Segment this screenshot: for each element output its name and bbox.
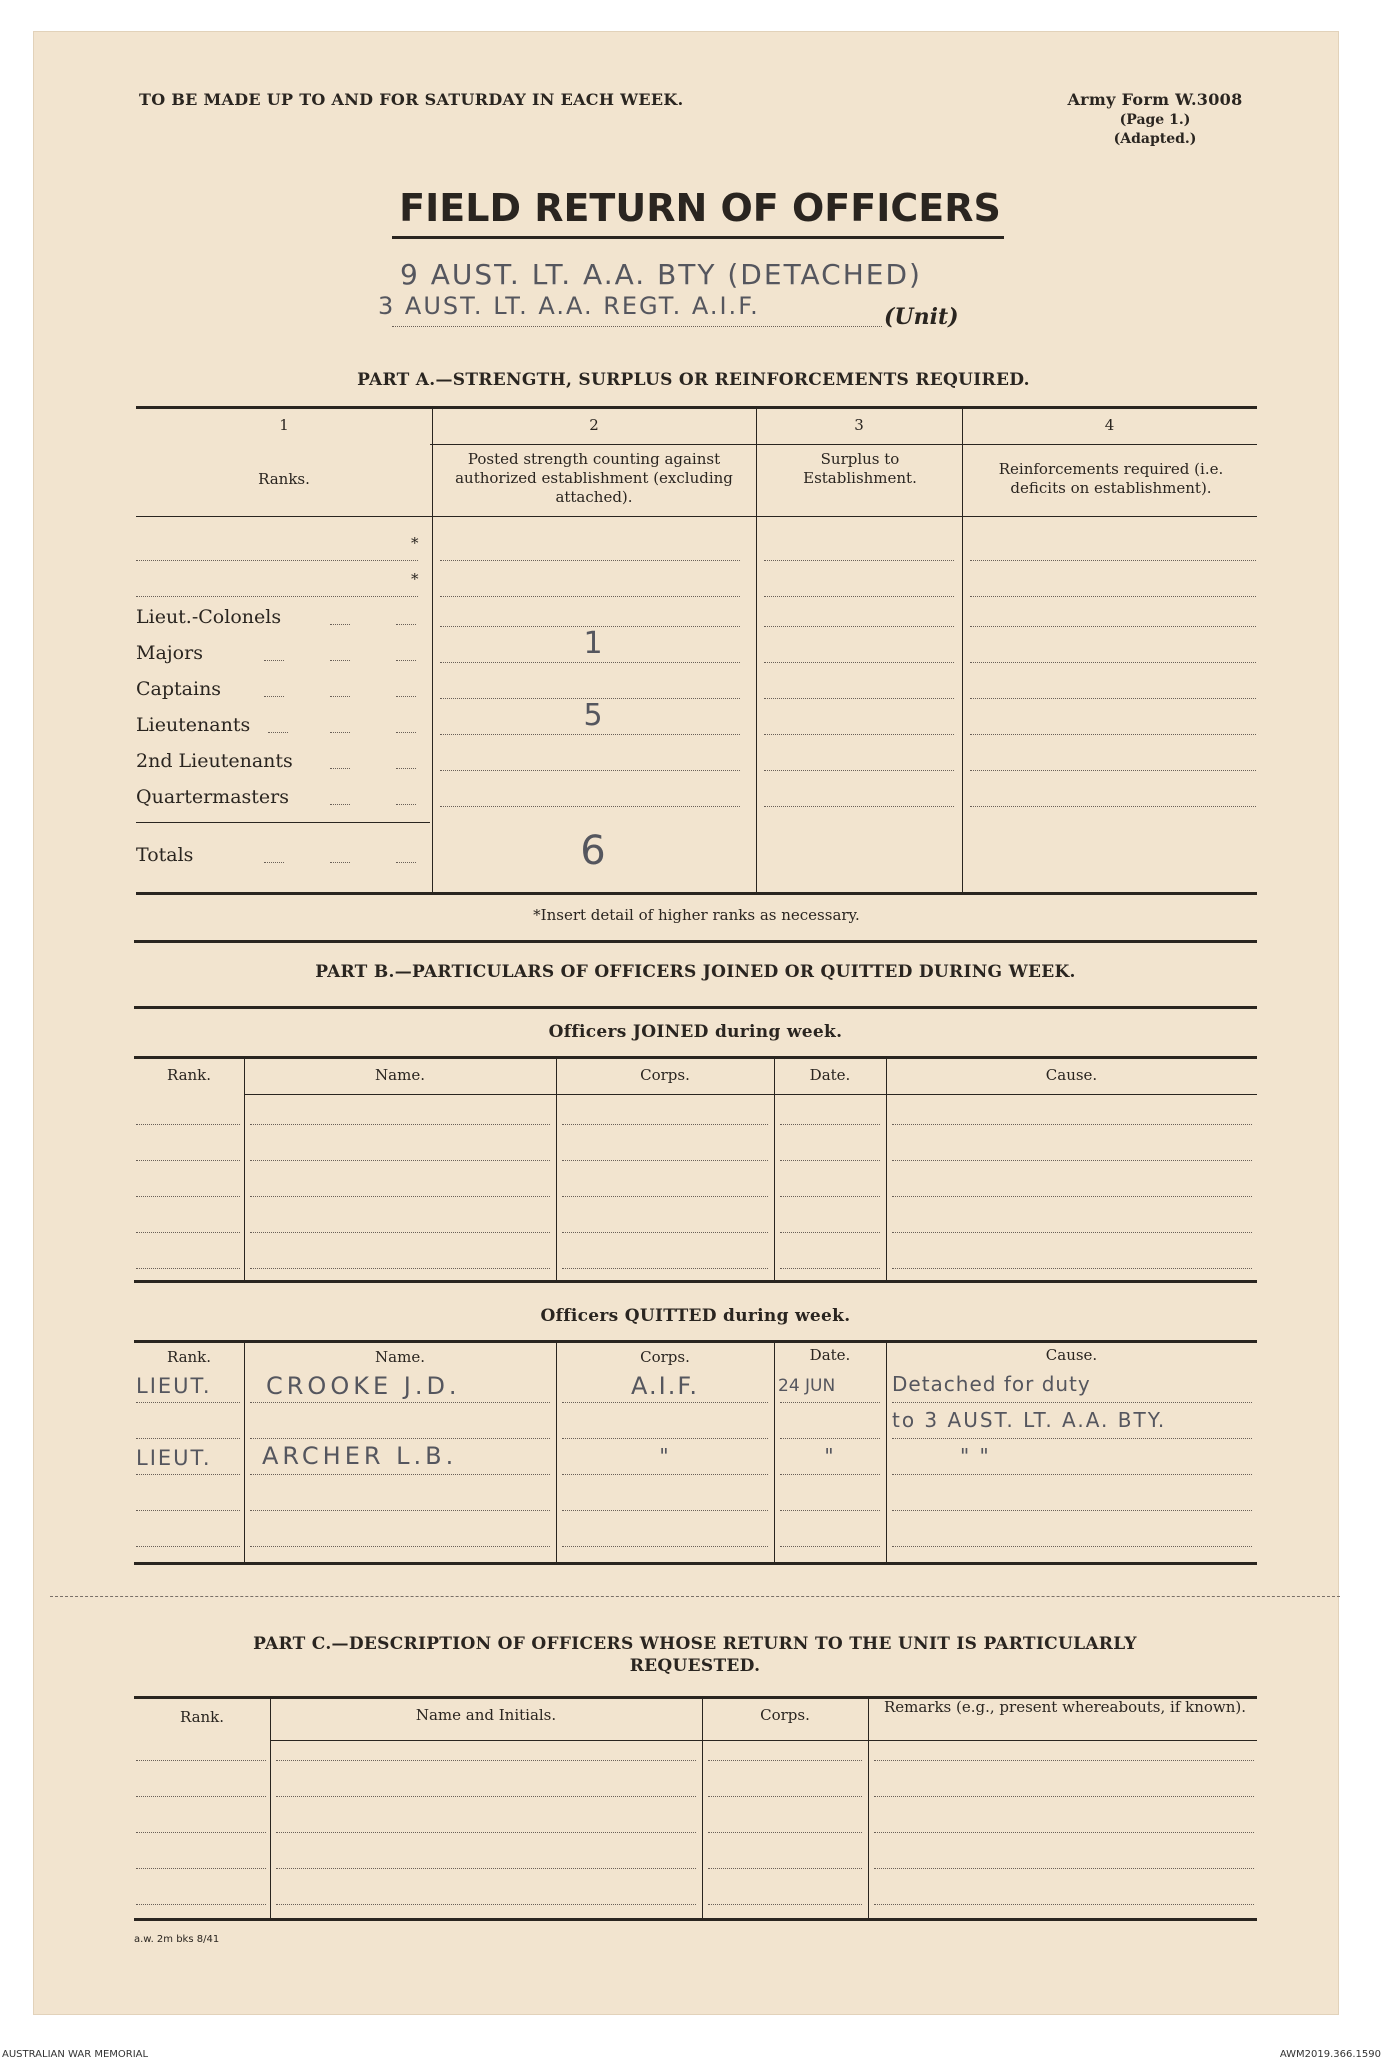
entry-line xyxy=(764,596,954,597)
posted-lieutenants-value: 5 xyxy=(583,698,605,733)
entry-line xyxy=(970,770,1256,771)
star-marker-2: * xyxy=(411,570,419,588)
rank-lieutenants: Lieutenants xyxy=(136,714,251,736)
col-reinforcements-header: Reinforcements required (i.e. deficits on establishment). xyxy=(998,460,1224,497)
col-number-4: 4 xyxy=(1104,416,1115,434)
quitted-row-2-cause: to 3 AUST. LT. A.A. BTY. xyxy=(892,1408,1167,1432)
form-adapted: (Adapted.) xyxy=(1113,131,1197,147)
entry-line xyxy=(562,1510,768,1511)
form-number: Army Form W.3008 xyxy=(1067,90,1243,109)
part-a-header-rule xyxy=(136,516,1257,517)
quitted-row-3-cause: " " xyxy=(960,1444,991,1468)
posted-totals-value: 6 xyxy=(580,828,608,874)
unit-line-1: 9 AUST. LT. A.A. BTY (DETACHED) xyxy=(400,258,922,291)
entry-line xyxy=(562,1438,768,1439)
entry-line xyxy=(780,1196,880,1197)
entry-line xyxy=(250,1474,550,1475)
rank-2nd-lieutenants: 2nd Lieutenants xyxy=(136,750,293,772)
entry-line xyxy=(780,1160,880,1161)
quitted-col-date: Date. xyxy=(809,1346,851,1364)
entry-line xyxy=(970,560,1256,561)
entry-line xyxy=(892,1232,1252,1233)
entry-line xyxy=(708,1868,862,1869)
quitted-row-1-date: 24 JUN xyxy=(778,1376,836,1396)
entry-line xyxy=(892,1160,1252,1161)
entry-line xyxy=(764,662,954,663)
entry-line xyxy=(562,1196,768,1197)
part-b-title: PART B.—PARTICULARS OF OFFICERS JOINED OR QUITTED DURING WEEK. xyxy=(315,962,1076,982)
entry-line xyxy=(250,1402,550,1403)
part-a-footnote-rule xyxy=(134,940,1257,943)
col-surplus-header: Surplus to Establishment. xyxy=(803,450,917,487)
entry-line xyxy=(136,1438,240,1439)
entry-line xyxy=(780,1268,880,1269)
entry-line xyxy=(780,1438,880,1439)
entry-line xyxy=(276,1796,696,1797)
entry-line xyxy=(764,626,954,627)
entry-line xyxy=(136,1904,266,1905)
entry-line xyxy=(136,1474,240,1475)
entry-line xyxy=(250,1268,550,1269)
quitted-row-3-name: ARCHER L.B. xyxy=(262,1442,458,1470)
entry-line xyxy=(440,734,740,735)
entry-line xyxy=(136,1760,266,1761)
print-code: a.w. 2m bks 8/41 xyxy=(134,1934,220,1945)
entry-line xyxy=(250,1546,550,1547)
quitted-row-1-rank: LIEUT. xyxy=(136,1374,212,1398)
quitted-col-cause: Cause. xyxy=(1045,1346,1098,1364)
entry-line xyxy=(764,698,954,699)
entry-line xyxy=(970,626,1256,627)
entry-line xyxy=(780,1510,880,1511)
entry-line xyxy=(874,1832,1254,1833)
footer-right: AWM2019.366.1590 xyxy=(1279,2049,1381,2060)
entry-line xyxy=(708,1796,862,1797)
entry-line xyxy=(892,1268,1252,1269)
entry-line xyxy=(780,1546,880,1547)
entry-line xyxy=(276,1760,696,1761)
entry-line xyxy=(562,1232,768,1233)
entry-line xyxy=(562,1474,768,1475)
unit-dotted-line xyxy=(392,326,882,327)
entry-line xyxy=(892,1402,1252,1403)
entry-line xyxy=(764,806,954,807)
entry-line xyxy=(892,1124,1252,1125)
col-number-2: 2 xyxy=(589,416,599,434)
entry-line xyxy=(440,806,740,807)
rank-majors: Majors xyxy=(136,642,203,664)
page-title: FIELD RETURN OF OFFICERS xyxy=(399,186,1001,230)
part-c-col-rank: Rank. xyxy=(179,1708,225,1726)
entry-line xyxy=(892,1438,1252,1439)
col-ranks-header: Ranks. xyxy=(258,470,310,488)
rank-captains: Captains xyxy=(136,678,222,700)
entry-line xyxy=(440,662,740,663)
instruction-text: TO BE MADE UP TO AND FOR SATURDAY IN EACH WEEK. xyxy=(139,90,684,109)
quitted-col-rank: Rank. xyxy=(166,1348,212,1366)
joined-col-date: Date. xyxy=(809,1066,851,1084)
totals-label: Totals xyxy=(136,844,194,866)
posted-majors-value: 1 xyxy=(583,626,605,661)
form-page: (Page 1.) xyxy=(1119,112,1191,128)
entry-line xyxy=(136,1402,240,1403)
entry-line xyxy=(708,1904,862,1905)
entry-line xyxy=(136,1196,240,1197)
part-c-col-corps: Corps. xyxy=(760,1706,810,1724)
entry-line xyxy=(136,1832,266,1833)
entry-line xyxy=(136,1124,240,1125)
joined-col-name: Name. xyxy=(375,1066,425,1084)
entry-line xyxy=(250,1160,550,1161)
entry-line xyxy=(764,770,954,771)
entry-line xyxy=(708,1760,862,1761)
part-a-title: PART A.—STRENGTH, SURPLUS OR REINFORCEMENTS REQUIRED. xyxy=(357,370,1030,390)
entry-line xyxy=(970,596,1256,597)
entry-line xyxy=(136,1160,240,1161)
quitted-title: Officers QUITTED during week. xyxy=(540,1306,851,1326)
entry-line xyxy=(276,1868,696,1869)
part-a-bottom-rule xyxy=(136,892,1257,895)
part-a-top-rule xyxy=(136,406,1257,409)
entry-line xyxy=(440,596,740,597)
quitted-row-3-date: " xyxy=(824,1444,836,1468)
entry-line xyxy=(276,1832,696,1833)
entry-line xyxy=(970,734,1256,735)
part-c-title-line-2: REQUESTED. xyxy=(629,1656,761,1676)
footer-left: AUSTRALIAN WAR MEMORIAL xyxy=(2,2049,149,2060)
part-a-footnote: *Insert detail of higher ranks as necessary. xyxy=(533,906,860,924)
entry-line xyxy=(562,1268,768,1269)
entry-line xyxy=(780,1474,880,1475)
perforation-line xyxy=(50,1596,1340,1597)
part-c-title-line-1: PART C.—DESCRIPTION OF OFFICERS WHOSE RETURN TO THE UNIT IS PARTICULARLY xyxy=(253,1634,1137,1654)
quitted-row-3-rank: LIEUT. xyxy=(136,1446,212,1470)
entry-line xyxy=(874,1796,1254,1797)
entry-line xyxy=(764,560,954,561)
entry-line xyxy=(250,1438,550,1439)
joined-col-rank: Rank. xyxy=(166,1066,212,1084)
joined-col-corps: Corps. xyxy=(640,1066,690,1084)
entry-line xyxy=(136,1546,240,1547)
joined-col-cause: Cause. xyxy=(1045,1066,1098,1084)
entry-line xyxy=(708,1832,862,1833)
part-c-col-name: Name and Initials. xyxy=(415,1706,557,1724)
entry-line xyxy=(874,1868,1254,1869)
unit-line-2: 3 AUST. LT. A.A. REGT. A.I.F. xyxy=(378,292,760,320)
joined-title: Officers JOINED during week. xyxy=(548,1022,843,1042)
quitted-row-1-name: CROOKE J.D. xyxy=(266,1372,461,1400)
entry-line xyxy=(780,1232,880,1233)
entry-line xyxy=(250,1232,550,1233)
entry-line xyxy=(970,698,1256,699)
entry-line xyxy=(276,1904,696,1905)
entry-line xyxy=(874,1904,1254,1905)
unit-label: (Unit) xyxy=(884,304,959,330)
totals-rule xyxy=(136,822,430,823)
entry-line xyxy=(874,1760,1254,1761)
quitted-row-3-corps: " xyxy=(659,1444,671,1468)
entry-line xyxy=(136,1268,240,1269)
rank-quartermasters: Quartermasters xyxy=(136,786,289,808)
entry-line xyxy=(892,1546,1252,1547)
entry-line xyxy=(136,1868,266,1869)
entry-line xyxy=(892,1510,1252,1511)
col-number-3: 3 xyxy=(854,416,864,434)
title-underline xyxy=(392,236,1004,239)
quitted-col-name: Name. xyxy=(375,1348,425,1366)
quitted-row-1-cause: Detached for duty xyxy=(892,1372,1091,1396)
entry-line xyxy=(780,1124,880,1125)
entry-line xyxy=(136,1232,240,1233)
star-marker-1: * xyxy=(411,534,419,552)
part-a-number-rule xyxy=(430,444,1257,445)
entry-line xyxy=(764,734,954,735)
entry-line xyxy=(136,1510,240,1511)
entry-line xyxy=(440,770,740,771)
entry-line xyxy=(892,1474,1252,1475)
entry-line xyxy=(892,1196,1252,1197)
entry-line xyxy=(562,1124,768,1125)
quitted-col-corps: Corps. xyxy=(640,1348,690,1366)
col-posted-header: Posted strength counting against authorized establishment (excluding attached). xyxy=(455,450,733,506)
entry-line xyxy=(562,1160,768,1161)
rank-lieut-colonels: Lieut.-Colonels xyxy=(136,606,282,628)
entry-line xyxy=(562,1402,768,1403)
entry-line xyxy=(250,1124,550,1125)
col-number-1: 1 xyxy=(279,416,289,434)
entry-line xyxy=(970,662,1256,663)
entry-line xyxy=(562,1546,768,1547)
quitted-row-1-corps: A.I.F. xyxy=(631,1372,699,1400)
entry-line xyxy=(136,1796,266,1797)
part-c-col-remarks: Remarks (e.g., present whereabouts, if known). xyxy=(883,1698,1247,1716)
entry-line xyxy=(250,1196,550,1197)
entry-line xyxy=(970,806,1256,807)
entry-line xyxy=(440,560,740,561)
entry-line xyxy=(250,1510,550,1511)
entry-line xyxy=(780,1402,880,1403)
